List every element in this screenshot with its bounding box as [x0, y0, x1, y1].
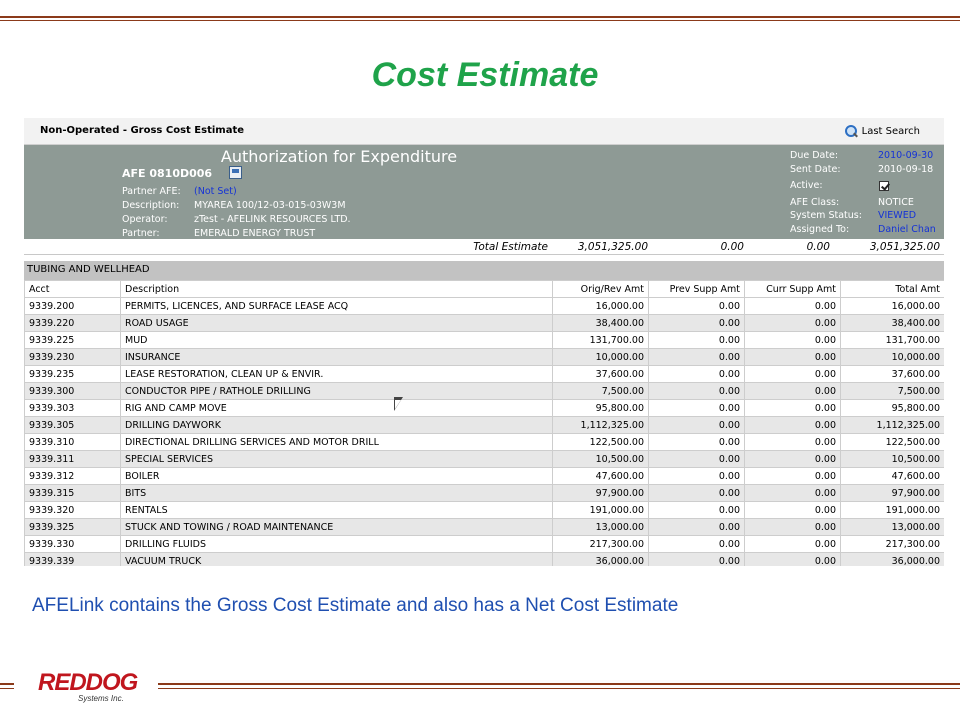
row-curr-supp-amt: 0.00: [745, 536, 841, 553]
row-description: MUD: [121, 332, 553, 349]
row-prev-supp-amt: 0.00: [649, 298, 745, 315]
row-orig-amt: 191,000.00: [553, 502, 649, 519]
row-acct: 9339.200: [25, 298, 121, 315]
field-label: Partner AFE:: [122, 186, 181, 197]
row-prev-supp-amt: 0.00: [649, 366, 745, 383]
bottom-rule-left: [0, 683, 14, 685]
row-acct: 9339.339: [25, 553, 121, 567]
top-rule-thin: [0, 20, 960, 21]
row-prev-supp-amt: 0.00: [649, 451, 745, 468]
row-acct: 9339.305: [25, 417, 121, 434]
row-description: STUCK AND TOWING / ROAD MAINTENANCE: [121, 519, 553, 536]
last-search-label: Last Search: [861, 126, 920, 137]
row-orig-amt: 97,900.00: [553, 485, 649, 502]
total-estimate-row: [24, 239, 944, 255]
afe-class-value: NOTICE: [878, 197, 914, 208]
afe-screenshot: [24, 118, 944, 566]
row-orig-amt: 37,600.00: [553, 366, 649, 383]
row-orig-amt: 95,800.00: [553, 400, 649, 417]
row-description: BITS: [121, 485, 553, 502]
row-description: DIRECTIONAL DRILLING SERVICES AND MOTOR DRILL: [121, 434, 553, 451]
row-curr-supp-amt: 0.00: [745, 366, 841, 383]
row-total-amt: 13,000.00: [841, 519, 945, 536]
row-acct: 9339.310: [25, 434, 121, 451]
table-row[interactable]: [25, 366, 945, 383]
row-total-amt: 97,900.00: [841, 485, 945, 502]
row-prev-supp-amt: 0.00: [649, 417, 745, 434]
field-label: Assigned To:: [790, 224, 850, 235]
row-total-amt: 16,000.00: [841, 298, 945, 315]
row-description: RENTALS: [121, 502, 553, 519]
row-prev-supp-amt: 0.00: [649, 383, 745, 400]
row-description: CONDUCTOR PIPE / RATHOLE DRILLING: [121, 383, 553, 400]
table-row[interactable]: [25, 536, 945, 553]
field-label: Due Date:: [790, 150, 839, 161]
row-acct: 9339.303: [25, 400, 121, 417]
afe-number: AFE 0810D006: [122, 167, 213, 180]
row-acct: 9339.225: [25, 332, 121, 349]
row-orig-amt: 36,000.00: [553, 553, 649, 567]
row-total-amt: 37,600.00: [841, 366, 945, 383]
row-acct: 9339.325: [25, 519, 121, 536]
column-header-total-amt[interactable]: Total Amt: [841, 281, 945, 298]
row-description: PERMITS, LICENCES, AND SURFACE LEASE ACQ: [121, 298, 553, 315]
row-orig-amt: 7,500.00: [553, 383, 649, 400]
row-orig-amt: 217,300.00: [553, 536, 649, 553]
row-curr-supp-amt: 0.00: [745, 485, 841, 502]
row-total-amt: 47,600.00: [841, 468, 945, 485]
row-prev-supp-amt: 0.00: [649, 332, 745, 349]
slide-caption: AFELink contains the Gross Cost Estimate and also has a Net Cost Estimate: [32, 595, 679, 616]
table-row[interactable]: [25, 434, 945, 451]
row-acct: 9339.315: [25, 485, 121, 502]
window-titlebar: [24, 118, 944, 145]
bottom-rule-left-thin: [0, 688, 14, 689]
last-search-link[interactable]: [845, 125, 920, 138]
field-label: Operator:: [122, 214, 168, 225]
row-description: LEASE RESTORATION, CLEAN UP & ENVIR.: [121, 366, 553, 383]
header-title: Authorization for Expenditure: [220, 147, 458, 166]
column-header-orig-amt[interactable]: Orig/Rev Amt: [553, 281, 649, 298]
field-value: EMERALD ENERGY TRUST: [194, 228, 316, 239]
row-curr-supp-amt: 0.00: [745, 519, 841, 536]
row-total-amt: 131,700.00: [841, 332, 945, 349]
table-header-row: [25, 281, 945, 298]
row-acct: 9339.235: [25, 366, 121, 383]
total-prev-amt: 0.00: [720, 241, 744, 253]
total-estimate-label: Total Estimate: [473, 241, 548, 253]
table-row[interactable]: [25, 468, 945, 485]
table-row[interactable]: [25, 332, 945, 349]
table-row[interactable]: [25, 349, 945, 366]
row-curr-supp-amt: 0.00: [745, 400, 841, 417]
table-row[interactable]: [25, 502, 945, 519]
section-name: TUBING AND WELLHEAD: [27, 264, 150, 275]
reddog-logo: [22, 667, 152, 709]
row-total-amt: 10,500.00: [841, 451, 945, 468]
field-label: System Status:: [790, 210, 862, 221]
active-checkbox[interactable]: [879, 181, 889, 191]
row-curr-supp-amt: 0.00: [745, 434, 841, 451]
row-curr-supp-amt: 0.00: [745, 315, 841, 332]
slide-title: Cost Estimate: [371, 56, 599, 94]
column-header-acct[interactable]: Acct: [25, 281, 121, 298]
assigned-to-link[interactable]: Daniel Chan: [878, 224, 936, 235]
row-total-amt: 7,500.00: [841, 383, 945, 400]
row-acct: 9339.220: [25, 315, 121, 332]
cost-table: [24, 280, 944, 566]
row-description: RIG AND CAMP MOVE: [121, 400, 553, 417]
row-acct: 9339.320: [25, 502, 121, 519]
field-value: MYAREA 100/12-03-015-03W3M: [194, 200, 346, 211]
table-row[interactable]: [25, 383, 945, 400]
table-row[interactable]: [25, 298, 945, 315]
section-header: [24, 261, 944, 280]
row-curr-supp-amt: 0.00: [745, 417, 841, 434]
table-row[interactable]: [25, 315, 945, 332]
partner-afe-link[interactable]: (Not Set): [194, 186, 237, 197]
table-row[interactable]: [25, 553, 945, 567]
row-total-amt: 191,000.00: [841, 502, 945, 519]
row-prev-supp-amt: 0.00: [649, 502, 745, 519]
row-total-amt: 36,000.00: [841, 553, 945, 567]
field-label: AFE Class:: [790, 197, 840, 208]
total-curr-amt: 0.00: [806, 241, 830, 253]
row-acct: 9339.312: [25, 468, 121, 485]
row-curr-supp-amt: 0.00: [745, 349, 841, 366]
column-header-description[interactable]: Description: [121, 281, 553, 298]
row-prev-supp-amt: 0.00: [649, 349, 745, 366]
afe-header: [24, 145, 944, 239]
table-row[interactable]: [25, 451, 945, 468]
row-curr-supp-amt: 0.00: [745, 468, 841, 485]
row-curr-supp-amt: 0.00: [745, 553, 841, 567]
row-orig-amt: 10,500.00: [553, 451, 649, 468]
due-date-value: 2010-09-30: [878, 150, 934, 161]
row-orig-amt: 38,400.00: [553, 315, 649, 332]
window-title: Non-Operated - Gross Cost Estimate: [40, 125, 245, 136]
logo-wordmark: REDDOG: [38, 669, 138, 696]
bottom-rule-thin: [158, 688, 960, 689]
field-label: Sent Date:: [790, 164, 841, 175]
row-total-amt: 1,112,325.00: [841, 417, 945, 434]
sent-date-value: 2010-09-18: [878, 164, 934, 175]
table-row[interactable]: [25, 519, 945, 536]
system-status-value: VIEWED: [878, 210, 917, 221]
field-label: Active:: [790, 180, 823, 191]
bottom-rule: [158, 683, 960, 685]
row-curr-supp-amt: 0.00: [745, 502, 841, 519]
row-prev-supp-amt: 0.00: [649, 485, 745, 502]
column-header-curr-supp-amt[interactable]: Curr Supp Amt: [745, 281, 841, 298]
row-prev-supp-amt: 0.00: [649, 434, 745, 451]
row-prev-supp-amt: 0.00: [649, 315, 745, 332]
row-total-amt: 217,300.00: [841, 536, 945, 553]
table-row[interactable]: [25, 417, 945, 434]
row-description: BOILER: [121, 468, 553, 485]
total-orig-amt: 3,051,325.00: [577, 241, 648, 253]
table-row[interactable]: [25, 400, 945, 417]
row-orig-amt: 16,000.00: [553, 298, 649, 315]
row-description: DRILLING FLUIDS: [121, 536, 553, 553]
row-prev-supp-amt: 0.00: [649, 400, 745, 417]
row-prev-supp-amt: 0.00: [649, 536, 745, 553]
search-icon: [845, 125, 858, 138]
row-curr-supp-amt: 0.00: [745, 332, 841, 349]
row-prev-supp-amt: 0.00: [649, 553, 745, 567]
row-prev-supp-amt: 0.00: [649, 519, 745, 536]
row-total-amt: 10,000.00: [841, 349, 945, 366]
row-curr-supp-amt: 0.00: [745, 451, 841, 468]
row-acct: 9339.300: [25, 383, 121, 400]
row-prev-supp-amt: 0.00: [649, 468, 745, 485]
row-total-amt: 95,800.00: [841, 400, 945, 417]
row-description: VACUUM TRUCK: [121, 553, 553, 567]
row-description: DRILLING DAYWORK: [121, 417, 553, 434]
row-orig-amt: 131,700.00: [553, 332, 649, 349]
row-acct: 9339.230: [25, 349, 121, 366]
row-orig-amt: 122,500.00: [553, 434, 649, 451]
row-orig-amt: 1,112,325.00: [553, 417, 649, 434]
row-description: ROAD USAGE: [121, 315, 553, 332]
total-total-amt: 3,051,325.00: [869, 241, 940, 253]
field-value: zTest - AFELINK RESOURCES LTD.: [194, 214, 351, 225]
row-acct: 9339.311: [25, 451, 121, 468]
top-rule: [0, 16, 960, 18]
row-acct: 9339.330: [25, 536, 121, 553]
row-total-amt: 122,500.00: [841, 434, 945, 451]
row-orig-amt: 13,000.00: [553, 519, 649, 536]
save-icon[interactable]: [229, 166, 242, 179]
column-header-prev-supp-amt[interactable]: Prev Supp Amt: [649, 281, 745, 298]
table-row[interactable]: [25, 485, 945, 502]
field-label: Partner:: [122, 228, 160, 239]
field-label: Description:: [122, 200, 180, 211]
row-total-amt: 38,400.00: [841, 315, 945, 332]
row-description: INSURANCE: [121, 349, 553, 366]
row-orig-amt: 47,600.00: [553, 468, 649, 485]
row-curr-supp-amt: 0.00: [745, 383, 841, 400]
row-curr-supp-amt: 0.00: [745, 298, 841, 315]
logo-subtitle: Systems Inc.: [78, 694, 124, 703]
row-orig-amt: 10,000.00: [553, 349, 649, 366]
row-description: SPECIAL SERVICES: [121, 451, 553, 468]
